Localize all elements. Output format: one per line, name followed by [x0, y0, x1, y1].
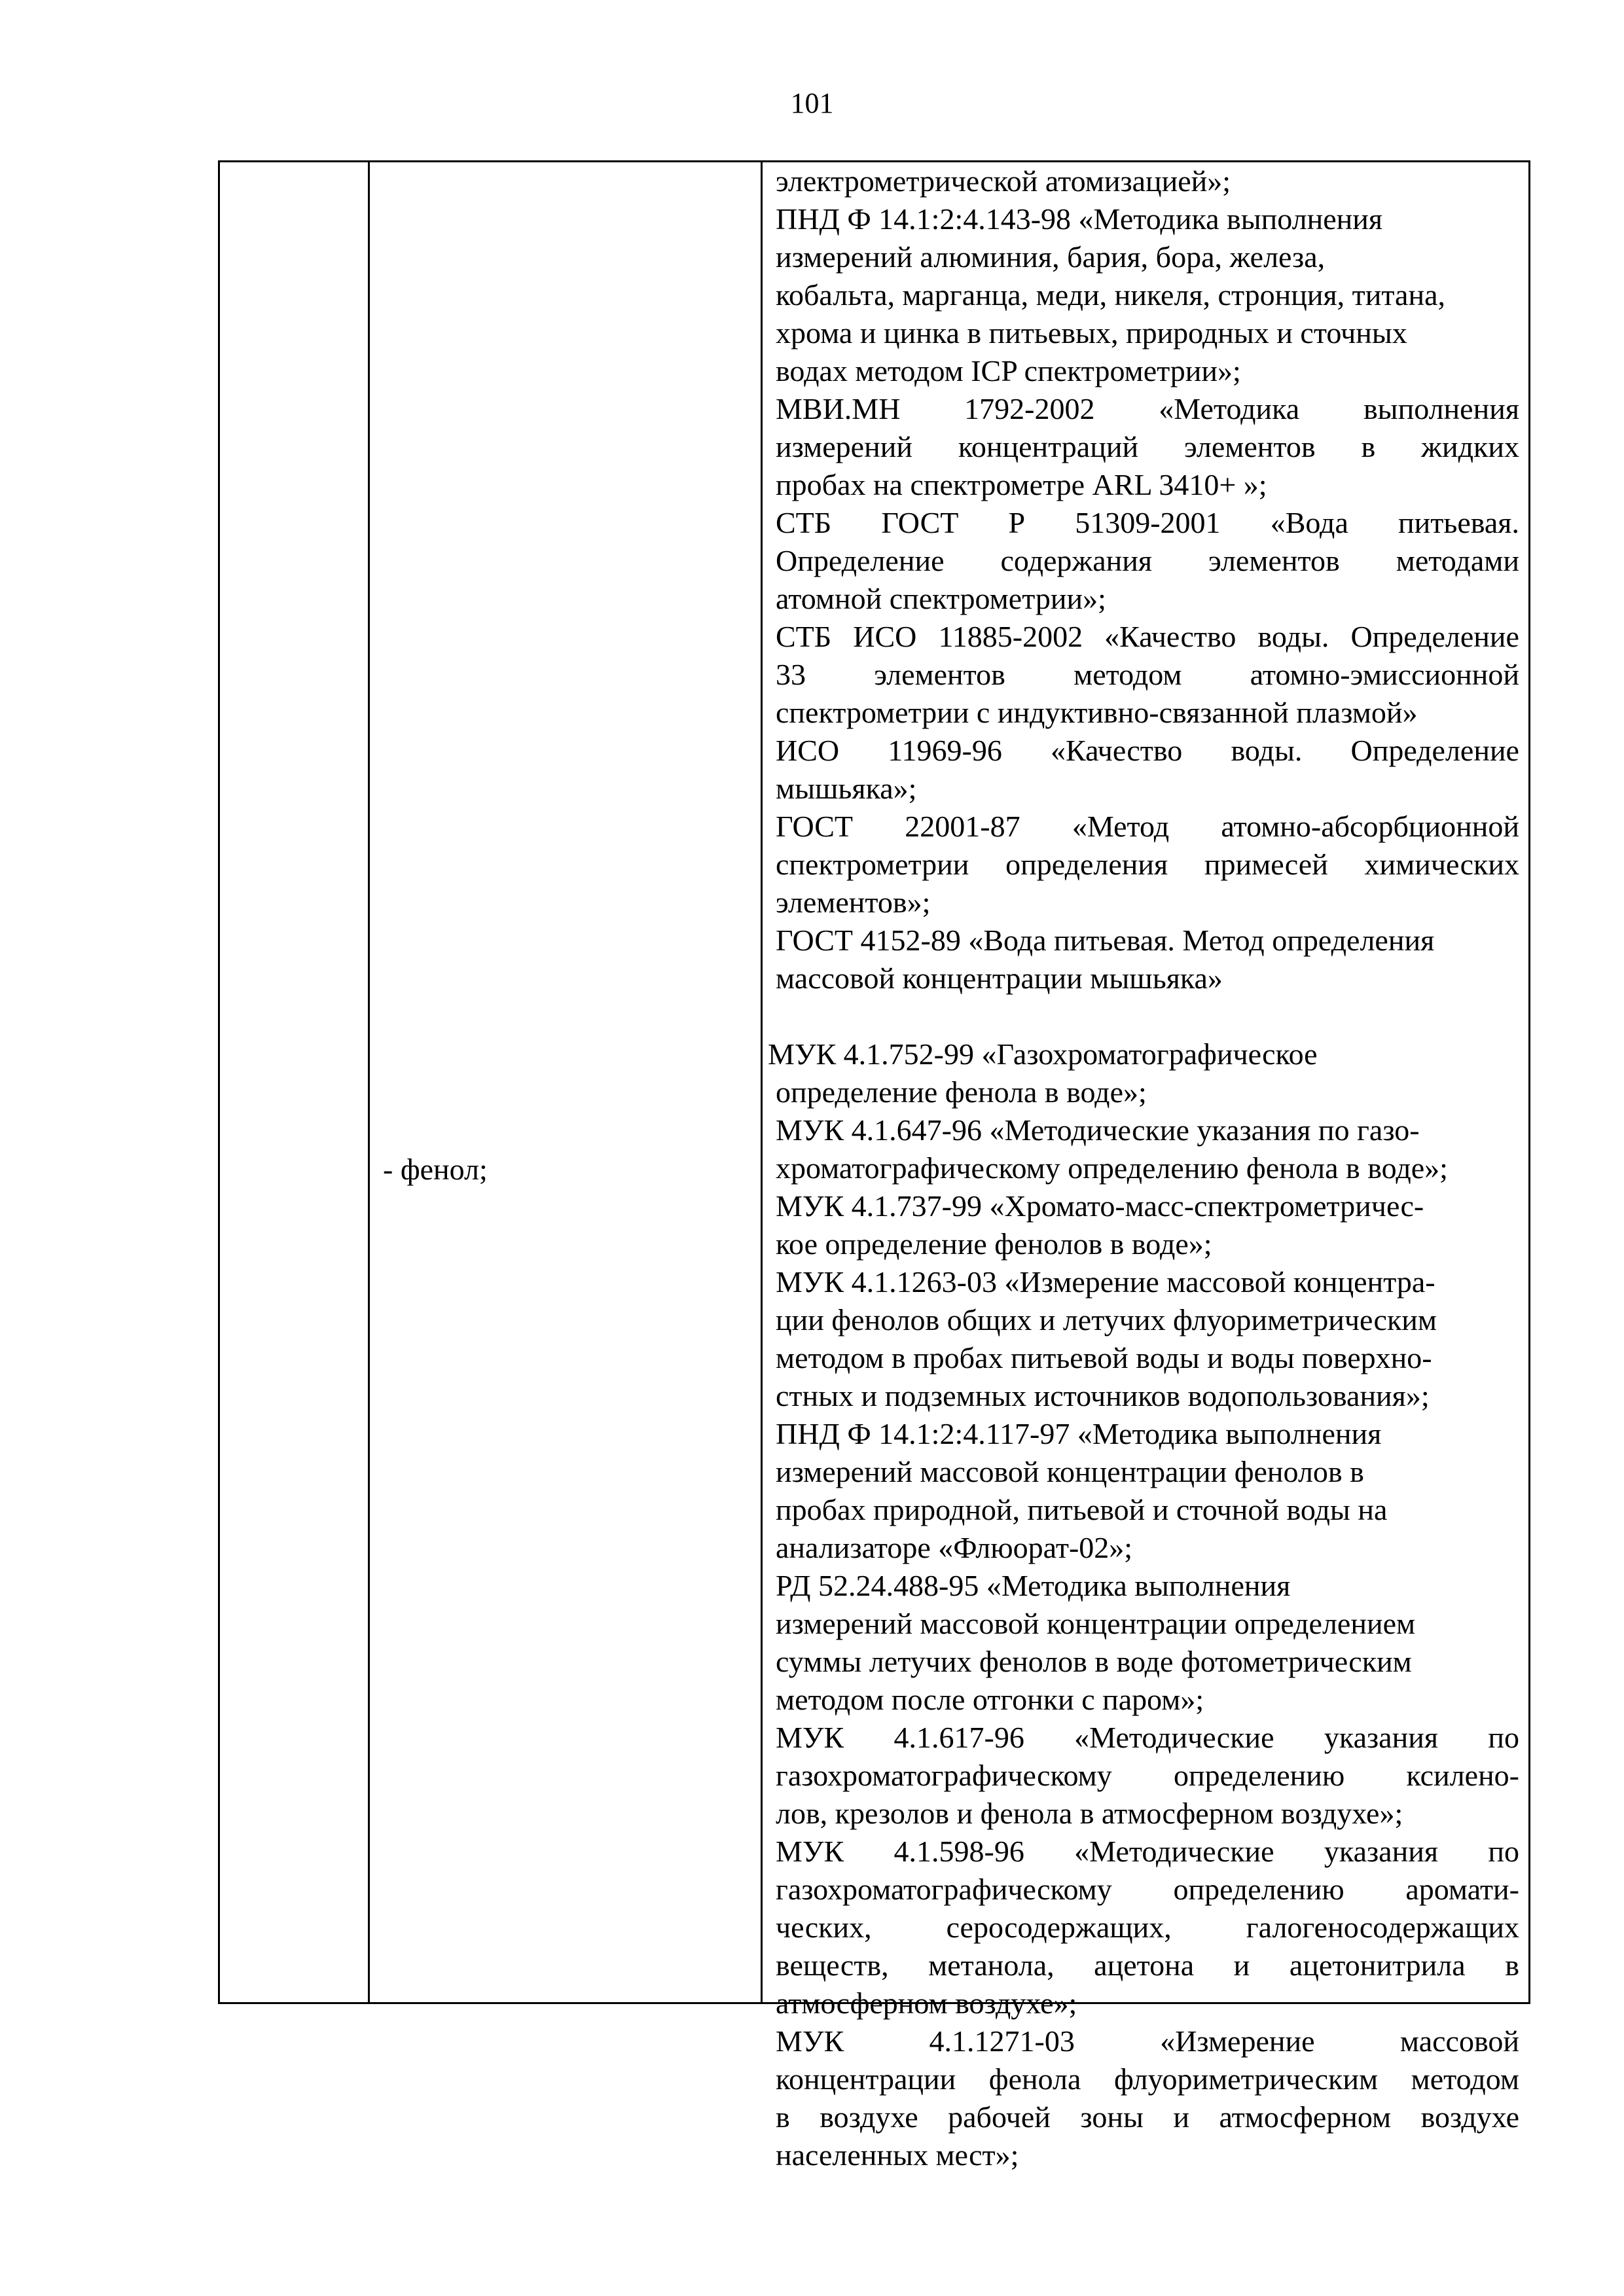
word: аромати-	[1405, 1873, 1519, 1906]
word: ксилено-	[1406, 1759, 1519, 1792]
text-line: хрома и цинка в питьевых, природных и сточных	[776, 316, 1407, 350]
word: 51309-2001	[1075, 506, 1221, 539]
word: «Вода	[1270, 506, 1348, 539]
text-line: анализаторе «Флюорат-02»;	[776, 1531, 1133, 1564]
text-line	[776, 1719, 1519, 1757]
word: 4.1.617-96	[893, 1721, 1024, 1754]
text-line: МУК 4.1.1263-03 «Измерение массовой концентра-	[776, 1265, 1435, 1299]
text-line: атомной спектрометрии»;	[776, 582, 1106, 615]
word: 11885-2002	[938, 620, 1083, 653]
word: МУК	[776, 2024, 844, 2058]
word: ИСО	[776, 734, 840, 767]
word: ИСО	[853, 620, 917, 653]
text-line: ПНД Ф 14.1:2:4.117-97 «Методика выполнения	[776, 1417, 1382, 1450]
word: воздухе	[820, 2100, 918, 2134]
text-line	[776, 428, 1519, 466]
text-line	[776, 1871, 1519, 1909]
word: и	[1233, 1948, 1250, 1982]
word: атомно-эмиссионной	[1250, 658, 1519, 691]
word: примесей	[1204, 848, 1328, 881]
text-line: измерений массовой концентрации определением	[776, 1607, 1416, 1640]
word: «Методические	[1074, 1835, 1274, 1868]
word: Определение	[1350, 734, 1519, 767]
text-line: лов, крезолов и фенола в атмосферном воздухе»;	[776, 1797, 1403, 1830]
word: СТБ	[776, 506, 832, 539]
text-line: суммы летучих фенолов в воде фотометрическим	[776, 1645, 1412, 1678]
word: рабочей	[948, 2100, 1051, 2134]
word: элементов	[1183, 430, 1316, 463]
word: измерений	[776, 430, 912, 463]
word: и	[1173, 2100, 1189, 2134]
word: питьевая.	[1398, 506, 1519, 539]
text-line: массовой концентрации мышьяка»	[776, 961, 1223, 995]
word: воздухе	[1420, 2100, 1519, 2134]
word: содержания	[1000, 544, 1153, 577]
text-line	[776, 656, 1519, 694]
text-line: стных и подземных источников водопользования»;	[776, 1379, 1430, 1412]
text-line: ции фенолов общих и летучих флуориметрическим	[776, 1303, 1437, 1336]
word: атмосферном	[1219, 2100, 1392, 2134]
word: Определение	[1350, 620, 1519, 653]
word: ческих,	[776, 1910, 872, 1944]
text-line	[776, 2022, 1519, 2060]
text-line	[776, 504, 1519, 542]
word: Определение	[776, 544, 945, 577]
word: воды.	[1257, 620, 1329, 653]
text-line: населенных мест»;	[776, 2138, 1019, 2172]
indicator-cell: - фенол;	[383, 1153, 488, 1186]
text-line	[776, 2060, 1519, 2098]
text-line: ПНД Ф 14.1:2:4.143-98 «Методика выполнения	[776, 202, 1383, 236]
text-line	[776, 846, 1519, 884]
text-line: измерений массовой концентрации фенолов в	[776, 1455, 1364, 1488]
word: 4.1.598-96	[893, 1835, 1024, 1868]
text-line: спектрометрии с индуктивно-связанной плазмой»	[776, 696, 1418, 729]
text-line: пробах на спектрометре ARL 3410+ »;	[776, 468, 1267, 501]
word: 22001-87	[905, 810, 1020, 843]
word: определению	[1173, 1873, 1344, 1906]
text-line	[776, 808, 1519, 846]
word: галогеносодержащих	[1246, 1910, 1519, 1944]
text-line: мышьяка»;	[776, 772, 917, 805]
blank-line	[776, 997, 1519, 1035]
word: «Методика	[1159, 392, 1300, 425]
word: МУК	[776, 1835, 844, 1868]
text-line	[776, 2098, 1519, 2136]
page-number: 101	[790, 87, 834, 119]
word: Р	[1008, 506, 1026, 539]
text-line	[776, 1833, 1519, 1871]
word: зоны	[1080, 2100, 1144, 2134]
word: МУК	[776, 1721, 844, 1754]
column-divider-2	[761, 162, 763, 2002]
word: «Измерение	[1160, 2024, 1315, 2058]
methods-cell	[768, 162, 1519, 2174]
word: в	[1361, 430, 1376, 463]
text-line: измерений алюминия, бария, бора, железа,	[776, 240, 1326, 274]
word: флуориметрическим	[1113, 2062, 1379, 2096]
column-divider-1	[368, 162, 370, 2002]
text-line: методом после отгонки с паром»;	[776, 1683, 1204, 1716]
text-line	[776, 542, 1519, 580]
word: 33	[776, 658, 806, 691]
word: указания	[1324, 1835, 1438, 1868]
word: жидких	[1421, 430, 1519, 463]
word: методами	[1396, 544, 1519, 577]
text-line: МУК 4.1.737-99 «Хромато-масс-спектрометричес-	[776, 1189, 1424, 1223]
text-line: РД 52.24.488-95 «Методика выполнения	[776, 1569, 1291, 1602]
word: серосодержащих,	[946, 1910, 1172, 1944]
text-line	[776, 390, 1519, 428]
word: ГОСТ	[881, 506, 959, 539]
word: атомно-абсорбционной	[1221, 810, 1519, 843]
word: ацетона	[1094, 1948, 1195, 1982]
text-line: водах методом ICP спектрометрии»;	[776, 354, 1241, 387]
text-line: определение фенола в воде»;	[776, 1075, 1147, 1109]
word: «Методические	[1074, 1721, 1274, 1754]
word: в	[1505, 1948, 1519, 1982]
text-line: методом в пробах питьевой воды и воды поверхно-	[776, 1341, 1432, 1374]
text-line: электрометрической атомизацией»;	[776, 164, 1231, 198]
word: газохроматографическому	[776, 1873, 1112, 1906]
word: указания	[1324, 1721, 1438, 1754]
document-table	[218, 160, 1530, 2172]
word: выполнения	[1363, 392, 1519, 425]
word: «Качество	[1051, 734, 1183, 767]
word: «Качество	[1104, 620, 1236, 653]
text-line: пробах природной, питьевой и сточной воды на	[776, 1493, 1388, 1526]
word: 11969-96	[888, 734, 1002, 767]
word: спектрометрии	[776, 848, 969, 881]
word: по	[1488, 1721, 1519, 1754]
word: химических	[1364, 848, 1519, 881]
text-line: кобальта, марганца, меди, никеля, стронция, титана,	[776, 278, 1445, 312]
word: веществ,	[776, 1948, 889, 1982]
word: 1792-2002	[964, 392, 1095, 425]
text-line	[776, 618, 1519, 656]
word: в	[776, 2100, 790, 2134]
word: концентраций	[958, 430, 1139, 463]
word: «Метод	[1072, 810, 1170, 843]
word: МВИ.МН	[776, 392, 901, 425]
text-line	[776, 1757, 1519, 1795]
word: 4.1.1271-03	[929, 2024, 1075, 2058]
text-line: атмосферном воздухе»;	[776, 1986, 1077, 2020]
word: массовой	[1399, 2024, 1519, 2058]
text-line: элементов»;	[776, 886, 931, 919]
word: определению	[1173, 1759, 1345, 1792]
word: газохроматографическому	[776, 1759, 1112, 1792]
text-line	[776, 732, 1519, 770]
text-line: кое определение фенолов в воде»;	[776, 1227, 1212, 1261]
word: метанола,	[928, 1948, 1055, 1982]
word: СТБ	[776, 620, 832, 653]
word: фенола	[988, 2062, 1081, 2096]
text-line	[776, 1909, 1519, 1946]
text-line: хроматографическому определению фенола в воде»;	[776, 1151, 1448, 1185]
word: концентрации	[776, 2062, 956, 2096]
word: методом	[1074, 658, 1182, 691]
word: определения	[1005, 848, 1168, 881]
text-line: МУК 4.1.752-99 «Газохроматографическое	[768, 1037, 1318, 1071]
word: ацетонитрила	[1289, 1948, 1466, 1982]
word: ГОСТ	[776, 810, 854, 843]
word: по	[1488, 1835, 1519, 1868]
word: элементов	[1208, 544, 1340, 577]
word: воды.	[1231, 734, 1303, 767]
text-line	[776, 1946, 1519, 1984]
text-line: ГОСТ 4152-89 «Вода питьевая. Метод определения	[776, 924, 1435, 957]
text-line: МУК 4.1.647-96 «Методические указания по газо-	[776, 1113, 1420, 1147]
word: методом	[1411, 2062, 1519, 2096]
word: элементов	[874, 658, 1005, 691]
